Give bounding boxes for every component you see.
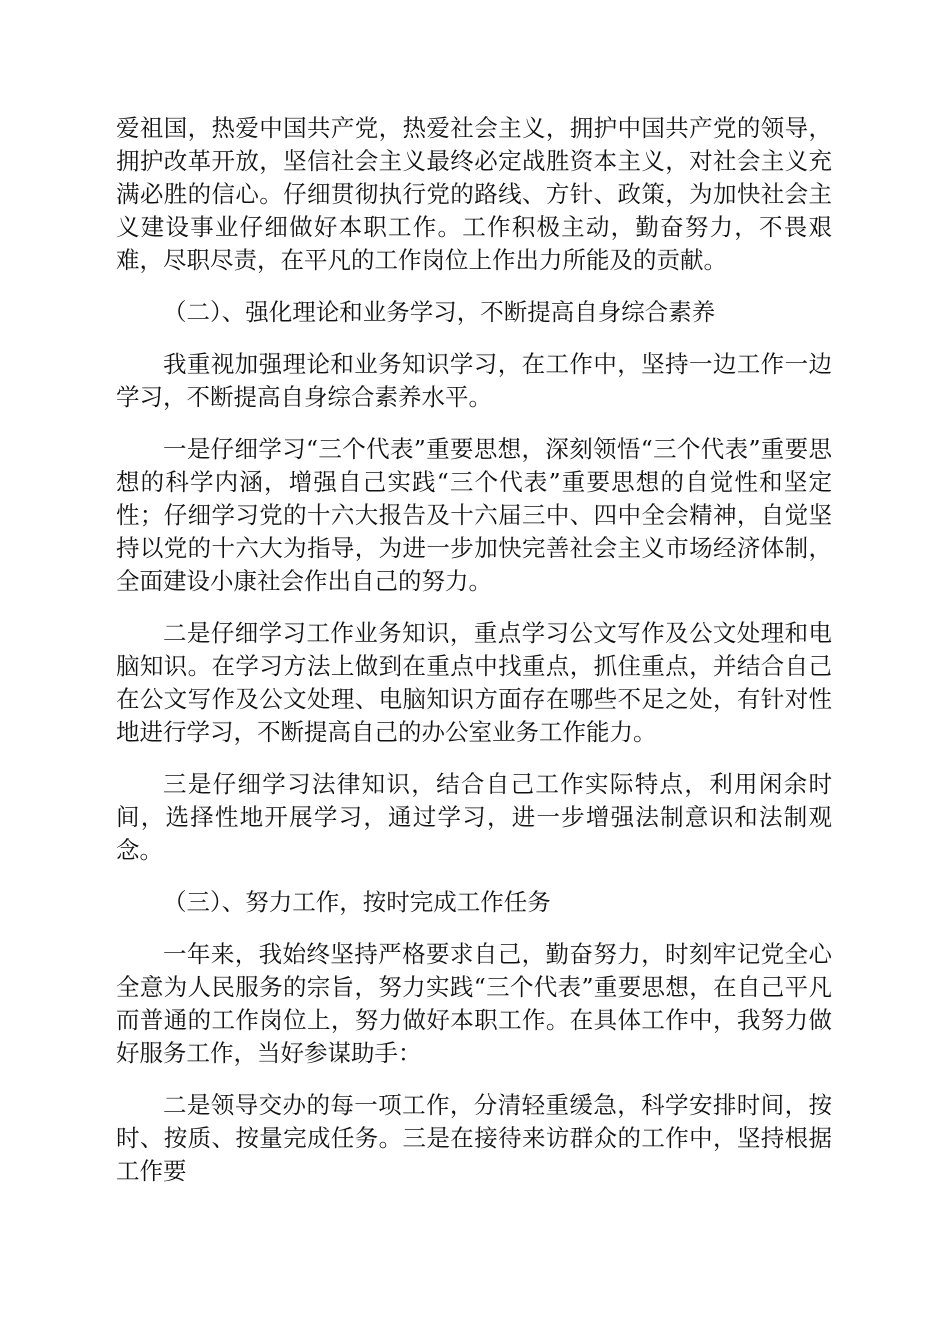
paragraph-work-2: 二是领导交办的每一项工作，分清轻重缓急，科学安排时间，按时、按质、按量完成任务。三是在接待来访群众的工作中，坚持根据工作要 [116, 1091, 832, 1185]
paragraph-study-1: 一是仔细学习“三个代表”重要思想，深刻领悟“三个代表”重要思想的科学内涵，增强自己实践“三个代表”重要思想的自觉性和坚定性；仔细学习党的十六大报告及十六届三中、四中全会精神，自觉坚持以党的十六大为指导，为进一步加快完善社会主义市场经济体制，全面建设小康社会作出自己的努力。 [116, 435, 832, 595]
section-heading-3: （三）、努力工作，按时完成工作任务 [163, 888, 551, 916]
document-page [116, 112, 832, 1188]
section-heading-2: （二）、强化理论和业务学习，不断提高自身综合素养 [163, 298, 716, 326]
paragraph-study-2: 二是仔细学习工作业务知识，重点学习公文写作及公文处理和电脑知识。在学习方法上做到在重点中找重点，抓住重点，并结合自己在公文写作及公文处理、电脑知识方面存在哪些不足之处，有针对性地进行学习，不断提高自己的办公室业务工作能力。 [116, 619, 832, 746]
paragraph-work-1: 一年来，我始终坚持严格要求自己，勤奋努力，时刻牢记党全心全意为人民服务的宗旨，努力实践“三个代表”重要思想，在自己平凡而普通的工作岗位上，努力做好本职工作。在具体工作中，我努力做好服务工作，当好参谋助手： [116, 940, 832, 1067]
paragraph-love-country: 爱祖国，热爱中国共产党，热爱社会主义，拥护中国共产党的领导，拥护改革开放，坚信社会主义最终必定战胜资本主义，对社会主义充满必胜的信心。仔细贯彻执行党的路线、方针、政策，为加快社会主义建设事业仔细做好本职工作。工作积极主动，勤奋努力，不畏艰难，尽职尽责，在平凡的工作岗位上作出力所能及的贡献。 [116, 114, 832, 274]
paragraph-study-3: 三是仔细学习法律知识，结合自己工作实际特点，利用闲余时间，选择性地开展学习，通过学习，进一步增强法制意识和法制观念。 [116, 770, 832, 864]
paragraph-study-intro: 我重视加强理论和业务知识学习，在工作中，坚持一边工作一边学习，不断提高自身综合素养水平。 [116, 350, 832, 411]
